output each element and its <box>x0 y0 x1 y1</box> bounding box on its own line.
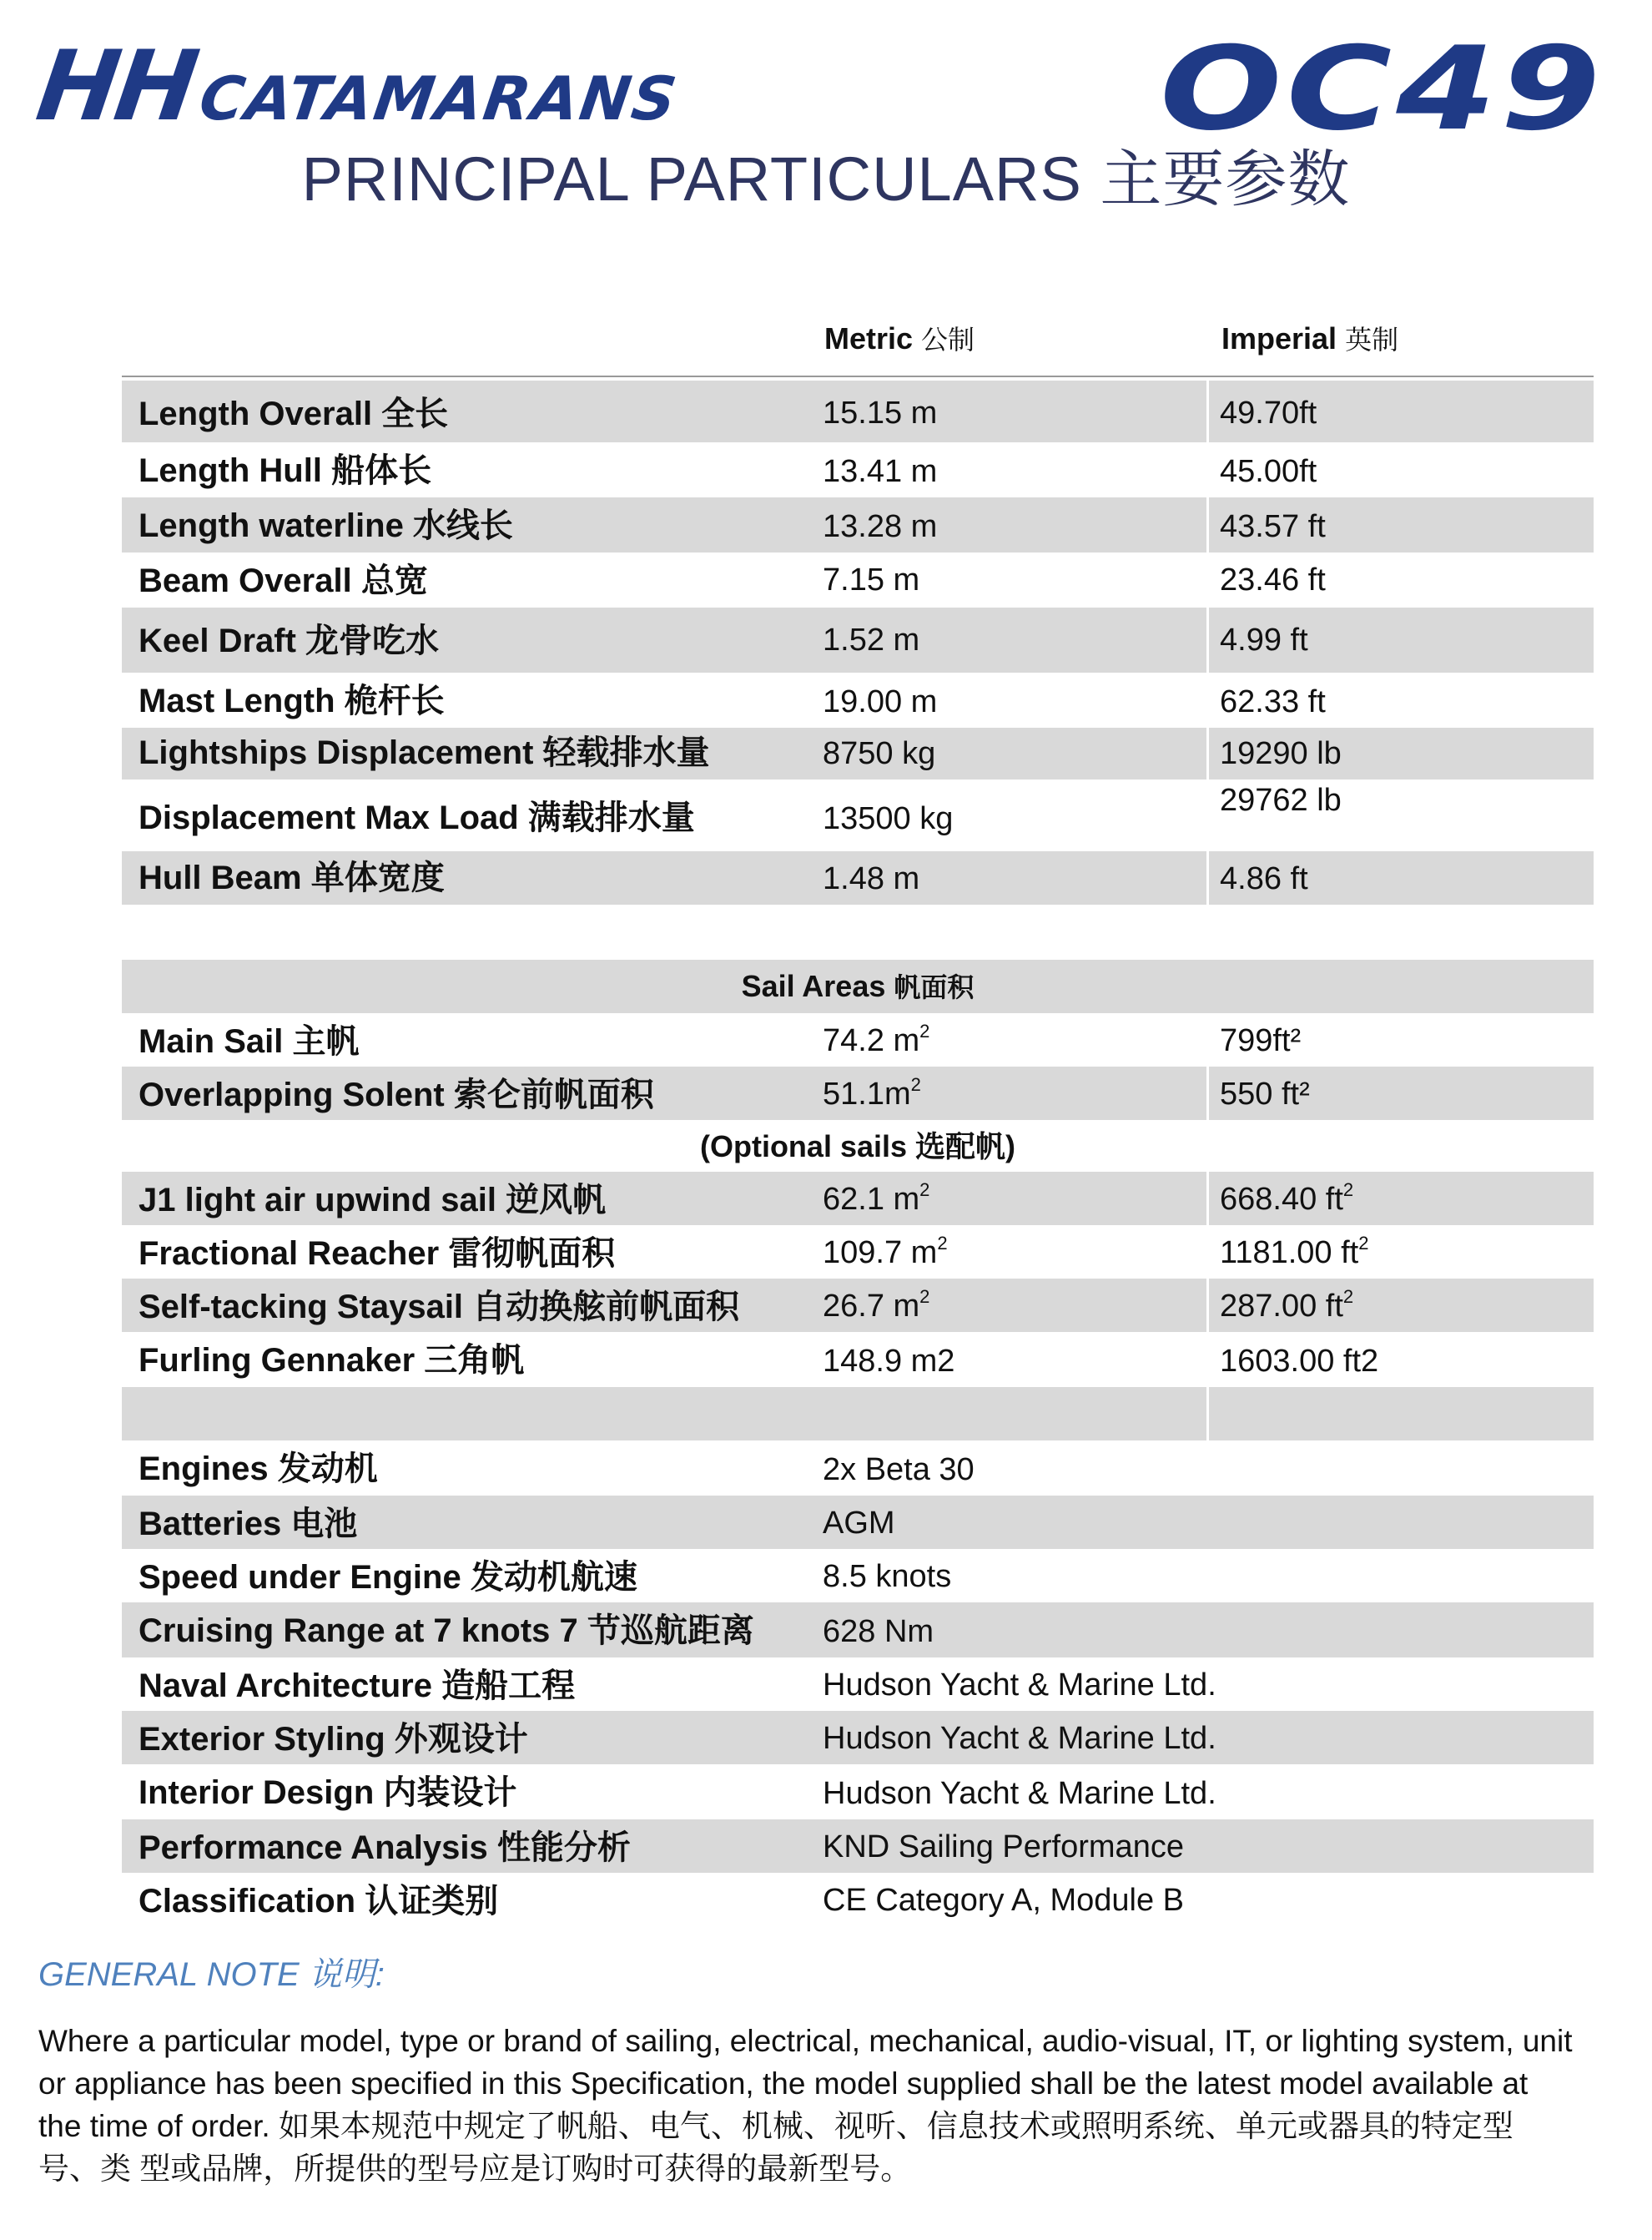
row-label: Naval Architecture 造船工程 <box>139 1667 576 1704</box>
metric-sup: 2 <box>919 1286 930 1307</box>
row-imperial: 1603.00 ft2 <box>1220 1344 1379 1379</box>
row-label: Mast Length 桅杆长 <box>139 683 445 719</box>
row-label: Classification 认证类别 <box>139 1883 499 1920</box>
general-note-body: Where a particular model, type or brand of sailing, electrical, mechanical, audio-visual, IT, or lighting system, unit or appliance has been specified in this Specification, the model supplied shall be the latest model available at the time of order. 如果本规范中规定了帆船、电气、机械、视听、信息技术或照明系统、单元或器具的特定型号、类 型或品牌，所提供的型号应是订购时可获得的最新型号。 <box>38 2024 1573 2186</box>
row-label: Main Sail 主帆 <box>139 1023 360 1060</box>
row-metric <box>823 1233 948 1270</box>
row-imperial <box>1220 1179 1354 1217</box>
row-label: Length Overall 全长 <box>139 396 449 432</box>
table-row <box>122 381 1594 442</box>
row-value: Hudson Yacht & Marine Ltd. <box>823 1776 1216 1811</box>
row-imperial: 23.46 ft <box>1220 563 1326 598</box>
column-divider <box>1206 1279 1209 1332</box>
spacer-row <box>122 1387 1594 1440</box>
row-label: J1 light air upwind sail 逆风帆 <box>139 1182 607 1218</box>
column-divider <box>1206 1067 1209 1120</box>
table-row <box>122 1013 1594 1067</box>
table-row <box>122 1279 1594 1332</box>
imperial-sup: 2 <box>1342 1286 1354 1307</box>
row-imperial: 29762 lb <box>1220 783 1342 818</box>
column-divider <box>1206 381 1209 442</box>
optional-sails-row <box>122 1120 1594 1172</box>
row-metric: 13500 kg <box>823 801 954 836</box>
table-row <box>122 1440 1594 1496</box>
metric-value: 74.2 m <box>823 1023 920 1058</box>
table-row <box>122 497 1594 552</box>
table-row <box>122 1657 1594 1711</box>
metric-sup: 2 <box>919 1179 930 1200</box>
table-row <box>122 673 1594 728</box>
row-value: Hudson Yacht & Marine Ltd. <box>823 1721 1216 1756</box>
row-label: Hull Beam 单体宽度 <box>139 860 445 896</box>
table-row <box>122 728 1594 779</box>
imperial-column-header <box>1221 321 1399 356</box>
column-divider <box>1206 728 1209 779</box>
metric-value: 26.7 m <box>823 1289 920 1324</box>
row-label: Cruising Range at 7 knots 7 节巡航距离 <box>139 1612 754 1649</box>
table-row <box>122 1711 1594 1764</box>
column-divider <box>1206 608 1209 673</box>
row-imperial: 62.33 ft <box>1220 684 1326 719</box>
row-metric <box>823 1286 930 1324</box>
row-label: Overlapping Solent 索仑前帆面积 <box>139 1077 654 1113</box>
table-row <box>122 779 1594 851</box>
row-value: AGM <box>823 1506 895 1541</box>
logo-left-small: CATAMARANS <box>195 63 682 134</box>
table-row <box>122 851 1594 905</box>
imperial-sup: 2 <box>1358 1233 1369 1254</box>
imperial-value: 668.40 ft <box>1220 1182 1343 1217</box>
row-metric: 13.41 m <box>823 454 938 489</box>
imperial-value: 287.00 ft <box>1220 1289 1343 1324</box>
row-label: Length waterline 水线长 <box>139 507 513 544</box>
row-metric <box>823 1179 930 1217</box>
row-label: Performance Analysis 性能分析 <box>139 1829 631 1866</box>
optional-sails-title: (Optional sails 选配帆) <box>699 1129 1016 1163</box>
general-note-title: GENERAL NOTE 说明: <box>38 1956 385 1993</box>
metric-header-label: Metric <box>824 321 914 356</box>
row-label: Length Hull 船体长 <box>139 452 432 489</box>
row-label: Interior Design 内装设计 <box>139 1774 517 1811</box>
row-imperial: 799ft² <box>1220 1023 1302 1058</box>
row-metric <box>823 1074 921 1112</box>
table-row <box>122 1873 1594 1926</box>
row-label: Batteries 电池 <box>139 1506 358 1542</box>
row-value: Hudson Yacht & Marine Ltd. <box>823 1667 1216 1703</box>
row-value: 8.5 knots <box>823 1559 952 1594</box>
table-row <box>122 442 1594 497</box>
sail-areas-header-row <box>122 960 1594 1013</box>
row-metric: 8750 kg <box>823 736 936 771</box>
metric-sup: 2 <box>919 1021 930 1042</box>
page-title: PRINCIPAL PARTICULARS 主要参数 <box>301 144 1351 214</box>
metric-value: 109.7 m <box>823 1235 938 1270</box>
imperial-value: 1181.00 ft <box>1220 1235 1359 1270</box>
row-metric: 19.00 m <box>823 684 938 719</box>
logo-left-big: HH <box>30 30 202 143</box>
sail-areas-title <box>122 971 1594 1001</box>
row-value: 2x Beta 30 <box>823 1452 975 1487</box>
oc49-logo: OC49 <box>1160 22 1605 156</box>
column-divider <box>1206 497 1209 552</box>
metric-value: 51.1m <box>823 1077 911 1112</box>
row-label: Furling Gennaker 三角帆 <box>139 1342 525 1379</box>
row-value: KND Sailing Performance <box>823 1829 1184 1864</box>
sail-areas-title-zh: 帆面积 <box>894 972 975 1002</box>
row-label: Engines 发动机 <box>139 1450 378 1487</box>
row-label: Keel Draft 龙骨吃水 <box>139 623 440 659</box>
row-metric: 1.52 m <box>823 623 920 658</box>
row-metric <box>823 1021 930 1058</box>
row-imperial: 19290 lb <box>1220 736 1342 771</box>
row-imperial: 43.57 ft <box>1220 509 1326 544</box>
sail-areas-title-en: Sail Areas <box>741 969 886 1003</box>
row-imperial: 4.86 ft <box>1220 861 1308 896</box>
table-row <box>122 1549 1594 1602</box>
row-label: Beam Overall 总宽 <box>139 563 428 599</box>
table-row <box>122 608 1594 673</box>
metric-value: 62.1 m <box>823 1182 920 1217</box>
metric-header-zh: 公制 <box>921 325 975 355</box>
table-row <box>122 552 1594 608</box>
column-divider <box>1206 1172 1209 1225</box>
metric-sup: 2 <box>910 1074 921 1095</box>
row-imperial <box>1220 1286 1354 1324</box>
header-divider <box>122 376 1594 377</box>
row-metric: 13.28 m <box>823 509 938 544</box>
table-row <box>122 1172 1594 1225</box>
row-imperial: 4.99 ft <box>1220 623 1308 658</box>
row-imperial: 49.70ft <box>1220 396 1317 431</box>
row-imperial: 45.00ft <box>1220 454 1317 489</box>
row-imperial: 550 ft² <box>1220 1077 1310 1112</box>
table-row <box>122 1067 1594 1120</box>
row-label: Exterior Styling 外观设计 <box>139 1721 528 1758</box>
hh-catamarans-logo <box>30 30 682 143</box>
metric-sup: 2 <box>937 1233 948 1254</box>
row-label: Speed under Engine 发动机航速 <box>139 1559 637 1596</box>
column-divider <box>1206 1387 1209 1440</box>
row-imperial <box>1220 1233 1369 1270</box>
row-metric: 148.9 m2 <box>823 1344 955 1379</box>
row-metric: 15.15 m <box>823 396 938 431</box>
imperial-sup: 2 <box>1342 1179 1354 1200</box>
row-label: Fractional Reacher 雷彻帆面积 <box>139 1235 616 1272</box>
row-value: 628 Nm <box>823 1614 934 1649</box>
row-metric: 1.48 m <box>823 861 920 896</box>
table-row <box>122 1496 1594 1549</box>
column-divider <box>1206 851 1209 905</box>
row-label: Self-tacking Staysail 自动换舷前帆面积 <box>139 1289 740 1325</box>
metric-column-header <box>824 321 975 356</box>
imperial-header-label: Imperial <box>1221 321 1337 356</box>
table-row <box>122 1332 1594 1387</box>
row-label: Lightships Displacement 轻载排水量 <box>139 734 710 771</box>
row-value: CE Category A, Module B <box>823 1883 1184 1918</box>
table-row <box>122 1819 1594 1873</box>
table-row <box>122 1602 1594 1657</box>
imperial-header-zh: 英制 <box>1345 325 1399 355</box>
table-row <box>122 1225 1594 1279</box>
row-label: Displacement Max Load 满载排水量 <box>139 800 695 836</box>
table-row <box>122 1764 1594 1819</box>
row-metric: 7.15 m <box>823 563 920 598</box>
